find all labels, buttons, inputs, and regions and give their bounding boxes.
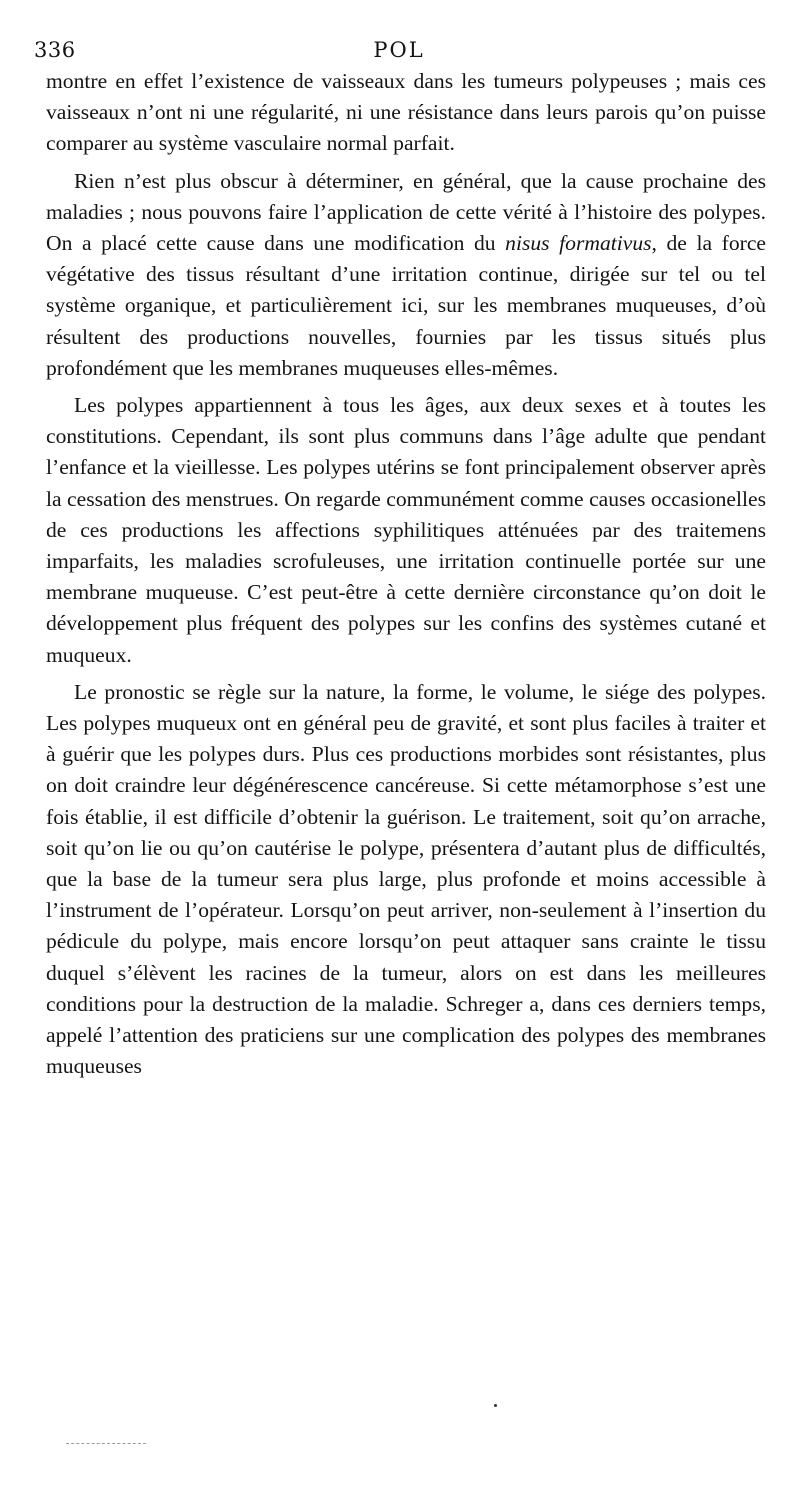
ink-speck xyxy=(494,1404,497,1407)
paragraph-text: Rien n’est plus obscur à déterminer, en général, que la cause prochaine des maladies ; nous pouvons faire l’application de cette vérité à l’histoire des polypes. On a placé cette cause dans une modification du xyxy=(46,168,766,256)
paragraph-1 xyxy=(46,66,766,160)
paragraph-text: Les polypes appartiennent à tous les âges, aux deux sexes et à toutes les constitutions. Cependant, ils sont plus communs dans l’âge adulte que pendant l’enfance et la vieillesse. Les polypes utérins se font principalement observer après la cessation des menstrues. On regarde communément comme causes occasionelles de ces productions les affections syphilitiques atténuées par des traitemens imparfaits, les maladies scrofuleuses, une irritation continuelle portée sur une membrane muqueuse. C’est peut-être à cette dernière circonstance qu’on doit le développement plus fréquent des polypes sur les confins des systèmes cutané et muqueux. xyxy=(46,393,766,667)
latin-term: nisus formativus xyxy=(505,231,652,256)
paragraph-text: Le pronostic se règle sur la nature, la forme, le volume, le siége des polypes. Les polypes muqueux ont en général peu de gravité, et sont plus faciles à traiter et à guérir que les polypes durs. Plus ces productions morbides sont résistantes, plus on doit craindre leur dégénérescence cancéreuse. Si cette métamorphose s’est une fois établie, il est difficile d’obtenir la guérison. Le traitement, soit qu’on arrache, soit qu’on lie ou qu’on cautérise le polype, présentera d’autant plus de difficultés, que la base de la tumeur sera plus large, plus profonde et moins accessible à l’instrument de l’opérateur. Lorsqu’on peut arriver, non-seulement à l’insertion du pédicule du polype, mais encore lorsqu’on peut attaquer sans crainte le tissu duquel s’élèvent les racines de la tumeur, alors on est dans les meilleures conditions pour la destruction de la maladie. Schreger a, dans ces derniers temps, appelé l’attention des praticiens sur une complication des polypes des membranes muqueuses xyxy=(46,679,766,1079)
body-text xyxy=(46,66,766,1089)
running-head xyxy=(34,38,764,68)
paragraph-text: , de la force végétative des tissus résultant d’une irritation continue, dirigée sur tel ou tel système organique, et particulièrement ici, sur les membranes muqueuses, d’où résultent des productions nouvelles, fournies par les tissus situés plus profondément que les membranes muqueuses elles-mêmes. xyxy=(46,231,766,380)
paragraph-2 xyxy=(46,166,766,384)
paragraph-3 xyxy=(46,390,766,671)
page-bottom-mark xyxy=(66,1443,146,1446)
paragraph-text: montre en effet l’existence de vaisseaux dans les tumeurs polypeuses ; mais ces vaisseaux n’ont ni une régularité, ni une résistance dans leurs parois qu’on puisse comparer au système vasculaire normal parfait. xyxy=(46,69,766,156)
running-title: POL xyxy=(373,38,425,62)
page-number: 336 xyxy=(34,38,76,62)
paragraph-4 xyxy=(46,677,766,1083)
